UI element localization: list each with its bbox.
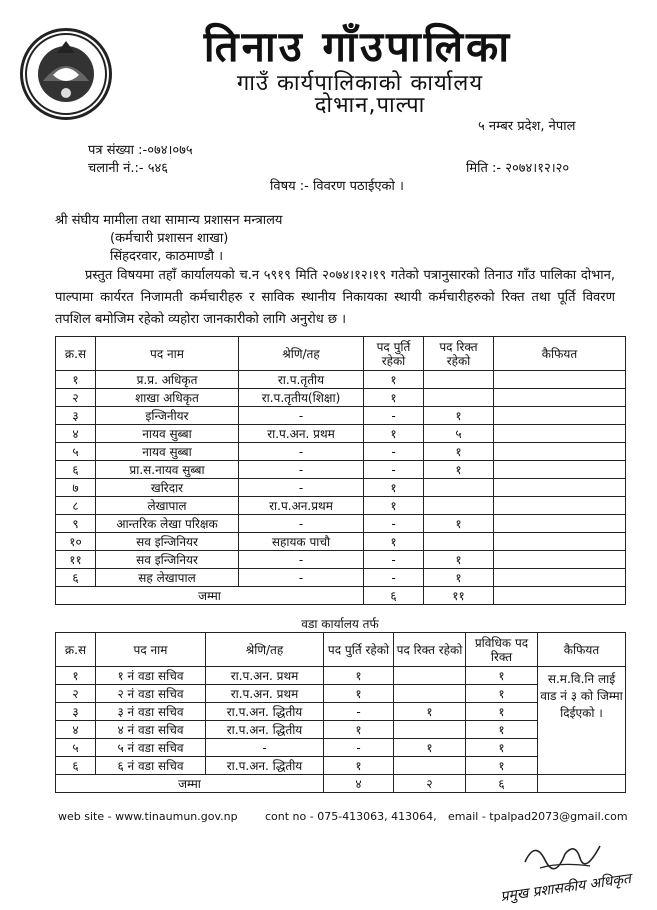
table1-cell: १ bbox=[424, 515, 494, 533]
table2-cell: १ bbox=[466, 757, 538, 775]
table1-cell: ६ bbox=[56, 461, 96, 479]
table2-cell: १ bbox=[324, 685, 394, 703]
table1-cell: प्रा.स.नायव सुब्बा bbox=[96, 461, 239, 479]
table2-header: प्रविधिक पद रिक्त bbox=[466, 633, 538, 667]
footer-email: email - tpalpad2073@gmail.com bbox=[448, 810, 628, 823]
table1-cell: १ bbox=[364, 389, 424, 407]
table1-cell bbox=[494, 533, 626, 551]
table1-cell: - bbox=[239, 569, 364, 587]
table1-cell bbox=[494, 515, 626, 533]
table1-row bbox=[56, 497, 626, 515]
table1-row bbox=[56, 425, 626, 443]
table2-header: पद नाम bbox=[96, 633, 206, 667]
table1-cell bbox=[494, 551, 626, 569]
table1-cell: - bbox=[239, 551, 364, 569]
table1-cell: १ bbox=[424, 569, 494, 587]
table1-cell bbox=[424, 479, 494, 497]
table1-row bbox=[56, 443, 626, 461]
table1-cell: खरिदार bbox=[96, 479, 239, 497]
table2-total-vacant: २ bbox=[394, 775, 466, 793]
table2-row bbox=[56, 667, 626, 685]
table1-cell: ११ bbox=[56, 551, 96, 569]
table2-cell: १ bbox=[324, 721, 394, 739]
table1-row bbox=[56, 569, 626, 587]
table2-cell: रा.प.अन. द्धितीय bbox=[206, 757, 324, 775]
table1-cell: - bbox=[364, 407, 424, 425]
table2-cell: १ bbox=[394, 739, 466, 757]
table2-cell bbox=[394, 721, 466, 739]
table1-total-label: जम्मा bbox=[56, 587, 364, 605]
table2-cell: ५ नं वडा सचिव bbox=[96, 739, 206, 757]
table2-cell: रा.प.अन. द्धितीय bbox=[206, 703, 324, 721]
table2-cell: १ bbox=[324, 667, 394, 685]
table1-cell: सव इन्जिनियर bbox=[96, 551, 239, 569]
table1-cell: ८ bbox=[56, 497, 96, 515]
table1-cell: ३ bbox=[56, 407, 96, 425]
table1-cell: - bbox=[364, 461, 424, 479]
table1-cell bbox=[424, 497, 494, 515]
table2-cell bbox=[394, 685, 466, 703]
table1-cell bbox=[494, 425, 626, 443]
table1-cell: - bbox=[239, 515, 364, 533]
table2-cell: ३ नं वडा सचिव bbox=[96, 703, 206, 721]
addressee-ministry: श्री संघीय मामीला तथा सामान्य प्रशासन मन्त्रालय bbox=[55, 213, 283, 228]
table1-row bbox=[56, 389, 626, 407]
table1-cell: शाखा अधिकृत bbox=[96, 389, 239, 407]
table1-cell: सहायक पाचौ bbox=[239, 533, 364, 551]
table1-total-vacant: ११ bbox=[424, 587, 494, 605]
table2-cell bbox=[394, 757, 466, 775]
table1-cell: आन्तरिक लेखा परिक्षक bbox=[96, 515, 239, 533]
ward-office-caption: वडा कार्यालय तर्फ bbox=[301, 617, 379, 631]
table2-cell: १ bbox=[56, 667, 96, 685]
table1-cell: - bbox=[239, 407, 364, 425]
table2-cell: १ bbox=[466, 721, 538, 739]
table1-header: क्र.स bbox=[56, 337, 96, 371]
table2-header: पद पुर्ति रहेको bbox=[324, 633, 394, 667]
table1-row bbox=[56, 533, 626, 551]
table2-cell: रा.प.अन. प्रथम bbox=[206, 685, 324, 703]
table2-remark: स.म.वि.नि लाई वाड नं ३ को जिम्मा दिईएको । bbox=[538, 667, 626, 775]
table1-cell: १ bbox=[424, 551, 494, 569]
addressee-branch: (कर्मचारी प्रशासन शाखा) bbox=[110, 231, 229, 246]
signature-scribble-icon bbox=[520, 832, 610, 876]
table2-cell: - bbox=[324, 739, 394, 757]
table1-cell: प्र.प्र. अधिकृत bbox=[96, 371, 239, 389]
letter-body: प्रस्तुत विषयमा तहाँ कार्यालयको च.न ५९१९ मिति २०७४।१२।१९ गतेको पत्रानुसारको तिनाउ गाँउ पालिका दोभान, पाल्पामा कार्यरत निजामती कर्मचारीहरु र साविक स्थानीय निकायका स्थायी कर्मचारीहरुको रिक्त तथा पूर्ति विवरण तपशिल बमोजिम रहेको व्यहोरा जानकारीको लागि अनुरोध छ । bbox=[55, 268, 615, 327]
table2-total-technical: ६ bbox=[466, 775, 538, 793]
table1-cell: १ bbox=[364, 371, 424, 389]
table1-cell: ४ bbox=[56, 425, 96, 443]
table1-header: पद पुर्ति रहेको bbox=[364, 337, 424, 371]
table1-cell: १० bbox=[56, 533, 96, 551]
table1-cell: इन्जिनीयर bbox=[96, 407, 239, 425]
table1-header: श्रेणि/तह bbox=[239, 337, 364, 371]
table2-cell: १ bbox=[394, 703, 466, 721]
table1-cell: १ bbox=[424, 443, 494, 461]
table1-cell bbox=[494, 479, 626, 497]
table1-cell: - bbox=[364, 515, 424, 533]
table2-header: कैफियत bbox=[538, 633, 626, 667]
table1-cell: सव इन्जिनियर bbox=[96, 533, 239, 551]
table2-header: श्रेणि/तह bbox=[206, 633, 324, 667]
letterhead-office: गाउँ कार्यपालिकाको कार्यालय bbox=[236, 71, 484, 96]
table2-total-label: जम्मा bbox=[56, 775, 324, 793]
table1-cell: १ bbox=[364, 425, 424, 443]
table1-cell bbox=[494, 461, 626, 479]
table2-cell: २ bbox=[56, 685, 96, 703]
letterhead-address: दोभान,पाल्पा bbox=[314, 93, 426, 118]
letterhead-province: ५ नम्बर प्रदेश, नेपाल bbox=[478, 119, 576, 134]
table1-cell: - bbox=[239, 461, 364, 479]
table2-total-remark bbox=[538, 775, 626, 793]
table1-cell: १ bbox=[424, 461, 494, 479]
table2-cell: रा.प.अन. प्रथम bbox=[206, 667, 324, 685]
table1-cell bbox=[424, 371, 494, 389]
table1-cell: - bbox=[239, 443, 364, 461]
table1-cell: रा.प.तृतीय bbox=[239, 371, 364, 389]
table2-cell: ४ bbox=[56, 721, 96, 739]
table1-cell: ५ bbox=[424, 425, 494, 443]
table1-cell: १ bbox=[56, 371, 96, 389]
footer-contact: cont no - 075-413063, 413064, bbox=[265, 810, 437, 823]
table1-cell: सह लेखापाल bbox=[96, 569, 239, 587]
table2-cell: रा.प.अन. द्धितीय bbox=[206, 721, 324, 739]
table2-cell: ६ bbox=[56, 757, 96, 775]
table1-cell: - bbox=[364, 551, 424, 569]
table1-cell bbox=[494, 569, 626, 587]
table2-cell: १ bbox=[466, 685, 538, 703]
table1-cell: ९ bbox=[56, 515, 96, 533]
table1-cell: २ bbox=[56, 389, 96, 407]
ward-staff-table bbox=[55, 632, 626, 793]
table1-cell bbox=[424, 533, 494, 551]
table1-cell bbox=[494, 371, 626, 389]
seal-emblem-icon bbox=[23, 31, 109, 117]
table2-header: पद रिक्त रहेको bbox=[394, 633, 466, 667]
table1-cell: ६ bbox=[56, 569, 96, 587]
letterhead-title: तिनाउ गाँउपालिका bbox=[203, 22, 513, 71]
table1-cell: ७ bbox=[56, 479, 96, 497]
table1-cell bbox=[494, 443, 626, 461]
table2-cell: - bbox=[324, 703, 394, 721]
table1-row bbox=[56, 479, 626, 497]
signatory-title: प्रमुख प्रशासकीय अधिकृत bbox=[499, 870, 632, 906]
table1-cell: ५ bbox=[56, 443, 96, 461]
table2-cell: १ नं वडा सचिव bbox=[96, 667, 206, 685]
table1-cell: १ bbox=[364, 497, 424, 515]
municipality-seal-logo bbox=[20, 28, 112, 120]
table1-total-filled: ६ bbox=[364, 587, 424, 605]
table2-cell: - bbox=[206, 739, 324, 757]
table2-cell: ५ bbox=[56, 739, 96, 757]
reference-number: पत्र संख्या :-०७४।०७५ bbox=[88, 143, 193, 158]
table1-row bbox=[56, 551, 626, 569]
table1-row bbox=[56, 515, 626, 533]
table1-cell bbox=[494, 497, 626, 515]
table2-header: क्र.स bbox=[56, 633, 96, 667]
table1-row bbox=[56, 407, 626, 425]
table1-header: पद नाम bbox=[96, 337, 239, 371]
table1-cell: रा.प.तृतीय(शिक्षा) bbox=[239, 389, 364, 407]
table1-row bbox=[56, 371, 626, 389]
dispatch-number: चलानी नं.:- ५४६ bbox=[88, 161, 168, 176]
table2-cell: ४ नं वडा सचिव bbox=[96, 721, 206, 739]
table1-cell: नायव सुब्बा bbox=[96, 425, 239, 443]
letter-date: मिति :- २०७४।१२।२० bbox=[466, 161, 570, 176]
table1-header: कैफियत bbox=[494, 337, 626, 371]
table1-header: पद रिक्त रहेको bbox=[424, 337, 494, 371]
table1-cell: रा.प.अन.प्रथम bbox=[239, 497, 364, 515]
table1-total-remark bbox=[494, 587, 626, 605]
addressee-location: सिंहदरवार, काठमाण्डौ । bbox=[110, 249, 224, 264]
table1-cell: नायव सुब्बा bbox=[96, 443, 239, 461]
footer-website: web site - www.tinaumun.gov.np bbox=[58, 810, 238, 823]
table1-cell: रा.प.अन. प्रथम bbox=[239, 425, 364, 443]
table2-cell: १ bbox=[466, 667, 538, 685]
table2-cell: १ bbox=[466, 703, 538, 721]
table1-cell: १ bbox=[424, 407, 494, 425]
table1-cell: १ bbox=[364, 533, 424, 551]
table2-cell: ६ नं वडा सचिव bbox=[96, 757, 206, 775]
table1-cell: - bbox=[239, 479, 364, 497]
table1-cell bbox=[424, 389, 494, 407]
table2-cell bbox=[394, 667, 466, 685]
table2-cell: ३ bbox=[56, 703, 96, 721]
table1-cell bbox=[494, 407, 626, 425]
table2-cell: २ नं वडा सचिव bbox=[96, 685, 206, 703]
table1-cell: - bbox=[364, 443, 424, 461]
table2-cell: १ bbox=[324, 757, 394, 775]
municipality-staff-table bbox=[55, 336, 626, 605]
table1-cell bbox=[494, 389, 626, 407]
letter-subject: विषय :- विवरण पठाईएको । bbox=[270, 179, 404, 194]
table2-total-filled: ४ bbox=[324, 775, 394, 793]
table1-row bbox=[56, 461, 626, 479]
table1-cell: - bbox=[364, 569, 424, 587]
table2-cell: १ bbox=[466, 739, 538, 757]
table1-cell: १ bbox=[364, 479, 424, 497]
table1-cell: लेखापाल bbox=[96, 497, 239, 515]
